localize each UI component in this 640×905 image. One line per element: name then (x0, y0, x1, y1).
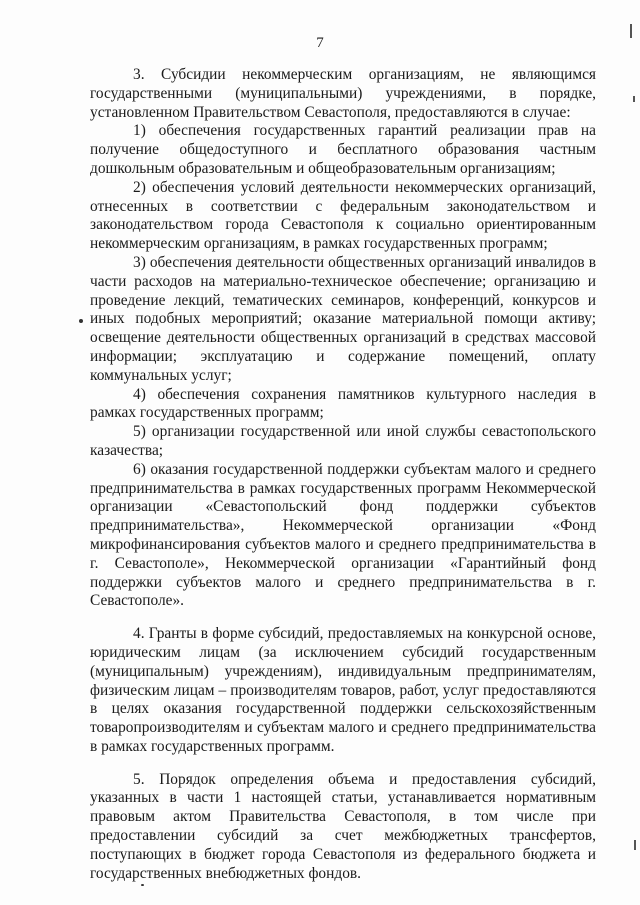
paragraph-5: 5. Порядок определения объема и предоставления субсидий, указанных в части 1 настоящей статьи, устанавливается нормативным правовым актом Правительства Севастополя, в том числе при предоставлении субсидий за счет межбюджетных трансфертов, поступающих в бюджет города Севастополя из федерального бюджета и государственных внебюджетных фондов. (90, 770, 596, 882)
paragraph-3-item-3: 3) обеспечения деятельности общественных организаций инвалидов в части расходов на материально-техническое обеспечение; организацию и проведение лекций, тематических семинаров, конференций, конкурсов и иных подобных мероприятий; оказание материальной помощи активу; освещение деятельности общественных организаций в средствах массовой информации; эксплуатацию и содержание помещений, оплату коммунальных услуг; (90, 253, 596, 384)
scan-edge-mark (633, 96, 635, 102)
paragraph-3-item-6: 6) оказания государственной поддержки субъектам малого и среднего предпринимательства в рамках государственных программ Некоммерческой организации «Севастопольский фонд поддержки субъектов предпринимательства», Некоммерческой организации «Фонд микрофинансирования субъектов малого и среднего предпринимательства в г. Севастополе», Некоммерческой организации «Гарантийный фонд поддержки субъектов малого и среднего предпринимательства в г. Севастополе». (90, 460, 596, 610)
paragraph-4: 4. Гранты в форме субсидий, предоставляемых на конкурсной основе, юридическим лицам (за исключением субсидий государственным (муниципальным) учреждениям), индивидуальным предпринимателям, физическим лицам – производителям товаров, работ, услуг предоставляются в целях оказания государственной поддержки сельскохозяйственным товаропроизводителям и субъектам малого и среднего предпринимательства в рамках государственных программ. (90, 625, 596, 755)
paragraph-3-item-1: 1) обеспечения государственных гарантий реализации прав на получение общедоступного и бесплатного образования частным дошкольным образовательным и общеобразовательным организациям; (90, 122, 596, 177)
paragraph-3-item-4: 4) обеспечения сохранения памятников культурного наследия в рамках государственных программ; (90, 385, 596, 422)
article-body (90, 66, 596, 883)
paragraph-3: 3. Субсидии некоммерческим организациям, не являющимся государственными (муниципальными) учреждениями, в порядке, установленном Правительством Севастополя, предоставляются в случае: (90, 66, 596, 121)
scan-edge-mark (634, 840, 636, 850)
scan-speck (141, 884, 144, 886)
paragraph-3-item-5: 5) организации государственной или иной службы севастопольского казачества; (90, 423, 596, 459)
page-number: 7 (316, 35, 324, 51)
scan-edge-mark (630, 24, 632, 38)
paragraph-3-item-2: 2) обеспечения условий деятельности некоммерческих организаций, отнесенных в соответствии с федеральным законодательством и законодательством города Севастополя к социально ориентированным некоммерческим организациям, в рамках государственных программ; (90, 178, 596, 253)
scan-speck (79, 319, 83, 323)
paragraph-gap (90, 611, 596, 625)
paragraph-gap (90, 757, 596, 771)
